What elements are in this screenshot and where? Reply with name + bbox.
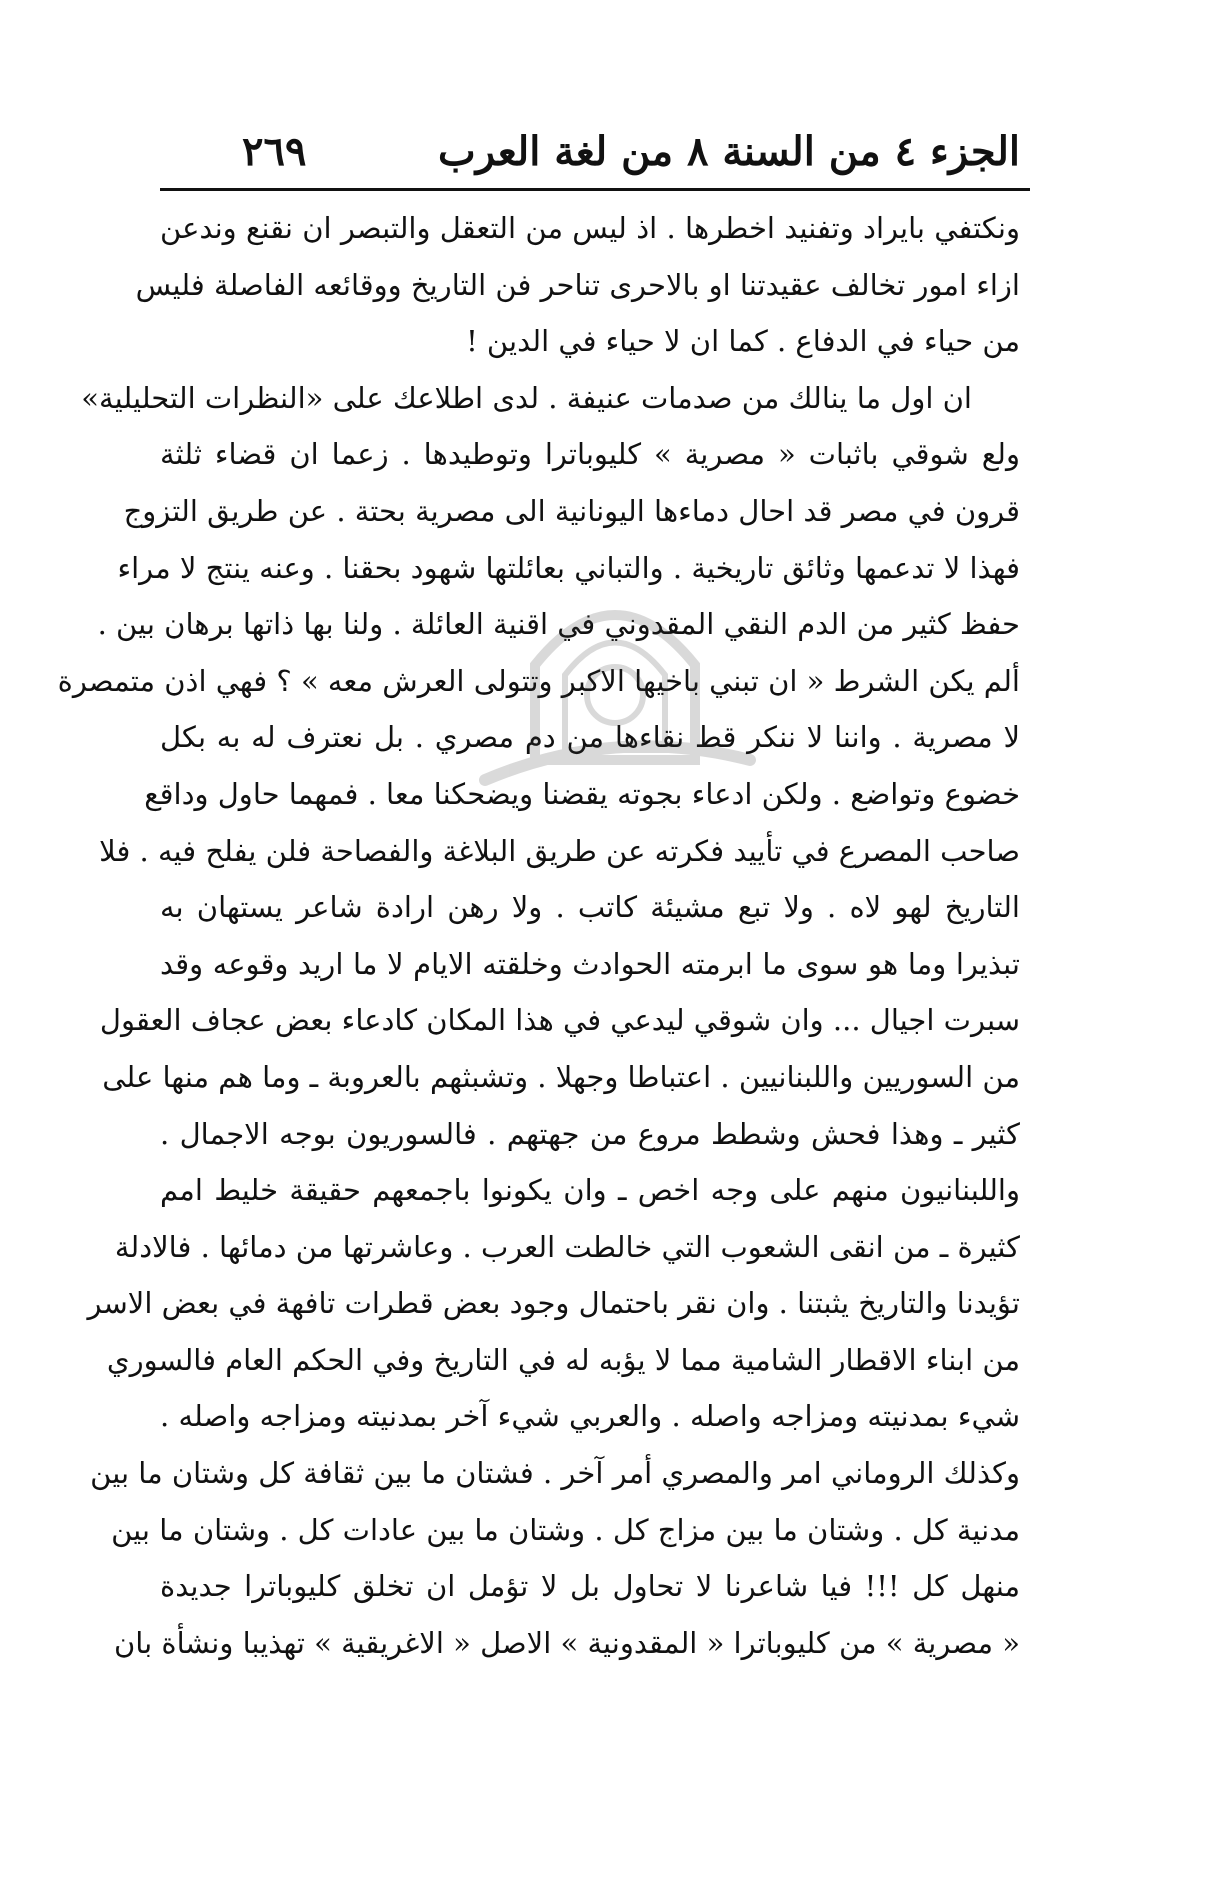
- header-rule: [160, 188, 1030, 191]
- text-line: « مصرية » من كليوباترا « المقدونية » الاصل « الاغريقية » تهذيبا ونشأة بان: [113, 1625, 1020, 1660]
- text-line: مدنية كل . وشتان ما بين مزاج كل . وشتان ما بين عادات كل . وشتان ما بين: [111, 1512, 1020, 1547]
- text-line: كثيرة ـ من انقى الشعوب التي خالطت العرب . وعاشرتها من دمائها . فالادلة: [114, 1229, 1020, 1264]
- text-line: منهل كل !!! فيا شاعرنا لا تحاول بل لا تؤمل ان تخلق كليوباترا جديدة: [160, 1569, 1020, 1604]
- text-line: حفظ كثير من الدم النقي المقدوني في اقنية العائلة . ولنا بها ذاتها برهان بين .: [97, 607, 1020, 642]
- text-line: كثير ـ وهذا فحش وشطط مروع من جهتهم . فالسوريون بوجه الاجمال .: [160, 1116, 1020, 1151]
- text-line: لا مصرية . واننا لا ننكر قط نقاءها من دم مصري . بل نعترف له به بكل: [160, 720, 1020, 755]
- text-line: خضوع وتواضع . ولكن ادعاء بجوته يقضنا ويضحكنا معا . فمهما حاول وداقع: [144, 776, 1020, 811]
- text-line: فهذا لا تدعمها وثائق تاريخية . والتباني بعائلتها شهود بحقنا . وعنه ينتج لا مراء: [117, 550, 1020, 585]
- page-number: ٢٦٩: [242, 128, 307, 175]
- text-line: ونكتفي بايراد وتفنيد اخطرها . اذ ليس من التعقل والتبصر ان نقنع وندعن: [160, 211, 1020, 245]
- text-line: واللبنانيون منهم على وجه اخص ـ وان يكونوا باجمعهم حقيقة خليط امم: [160, 1173, 1020, 1208]
- text-line: وكذلك الروماني امر والمصري أمر آخر . فشتان ما بين ثقافة كل وشتان ما بين: [90, 1456, 1020, 1491]
- text-line: تؤيدنا والتاريخ يثبتنا . وان نقر باحتمال وجود بعض قطرات تافهة في بعض الاسر: [87, 1286, 1020, 1321]
- text-line: التاريخ لهو لاه . ولا تبع مشيئة كاتب . ولا رهن ارادة شاعر يستهان به: [160, 890, 1020, 925]
- text-line: تبذيرا وما هو سوى ما ابرمته الحوادث وخلقته الايام لا ما اريد وقوعه وقد: [160, 946, 1020, 981]
- text-line: من السوريين واللبنانيين . اعتباطا وجهلا . وتشبثهم بالعروبة ـ وما هم منها على: [102, 1059, 1020, 1094]
- text-line: ان اول ما ينالك من صدمات عنيفة . لدى اطلاعك على «النظرات التحليلية»: [81, 380, 972, 415]
- text-line: قرون في مصر قد احال دماءها اليونانية الى مصرية بحتة . عن طريق التزوج: [123, 493, 1020, 528]
- text-line: شيء بمدنيته ومزاجه واصله . والعربي شيء آخر بمدنيته ومزاجه واصله .: [160, 1399, 1020, 1434]
- body-text: [57, 200, 1020, 1671]
- text-line: صاحب المصرع في تأييد فكرته عن طريق البلاغة والفصاحة فلن يفلح فيه . فلا: [99, 833, 1020, 868]
- running-header: [150, 120, 1030, 190]
- text-line: ولع شوقي باثبات « مصرية » كليوباترا وتوطيدها . زعما ان قضاء ثلثة: [160, 437, 1020, 472]
- text-line: من حياء في الدفاع . كما ان لا حياء في الدين !: [466, 324, 1020, 359]
- text-line: سبرت اجيال ... وان شوقي ليدعي في هذا المكان كادعاء بعض عجاف العقول: [99, 1003, 1020, 1038]
- text-line: ألم يكن الشرط « ان تبني باخيها الاكبر وتتولى العرش معه » ؟ فهي اذن متمصرة: [57, 663, 1020, 698]
- text-line: ازاء امور تخالف عقيدتنا او بالاحرى تناحر فن التاريخ ووقائعه الفاصلة فليس: [135, 267, 1020, 302]
- text-line: من ابناء الاقطار الشامية مما لا يؤبه له في التاريخ وفي الحكم العام فالسوري: [106, 1342, 1020, 1377]
- running-title: الجزء ٤ من السنة ٨ من لغة العرب: [438, 128, 1020, 175]
